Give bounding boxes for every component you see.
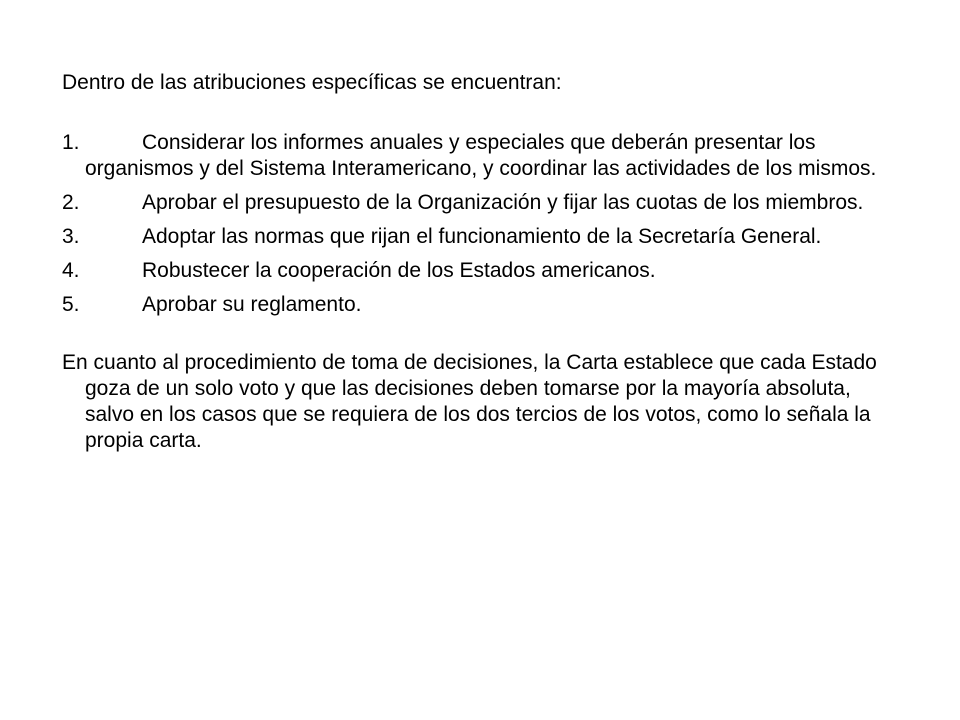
list-item-text: Considerar los informes anuales y especiales que deberán presentar los organismos y del Sistema Interamericano, y coordinar las actividades de los mismos. — [85, 131, 877, 180]
list-item — [62, 292, 904, 318]
list-item — [62, 190, 904, 216]
closing-paragraph: En cuanto al procedimiento de toma de decisiones, la Carta establece que cada Estado goza de un solo voto y que las decisiones deben tomarse por la mayoría absoluta, salvo en los casos que se requiera de los dos tercios de los votos, como lo señala la propia carta. — [62, 351, 877, 452]
list-item — [62, 130, 904, 182]
intro-paragraph: Dentro de las atribuciones específicas se encuentran: — [62, 71, 562, 94]
slide-content — [62, 70, 904, 454]
attributions-list — [62, 130, 904, 318]
list-item-number: 4. — [62, 259, 80, 282]
list-item-number: 1. — [62, 131, 80, 154]
list-item-number: 3. — [62, 225, 80, 248]
list-item-number: 2. — [62, 191, 80, 214]
list-item-text: Aprobar el presupuesto de la Organización y fijar las cuotas de los miembros. — [142, 191, 864, 214]
list-item — [62, 224, 904, 250]
list-item-number: 5. — [62, 293, 80, 316]
list-item-text: Aprobar su reglamento. — [142, 293, 362, 316]
list-item-text: Robustecer la cooperación de los Estados americanos. — [142, 259, 656, 282]
list-item — [62, 258, 904, 284]
list-item-text: Adoptar las normas que rijan el funcionamiento de la Secretaría General. — [142, 225, 822, 248]
